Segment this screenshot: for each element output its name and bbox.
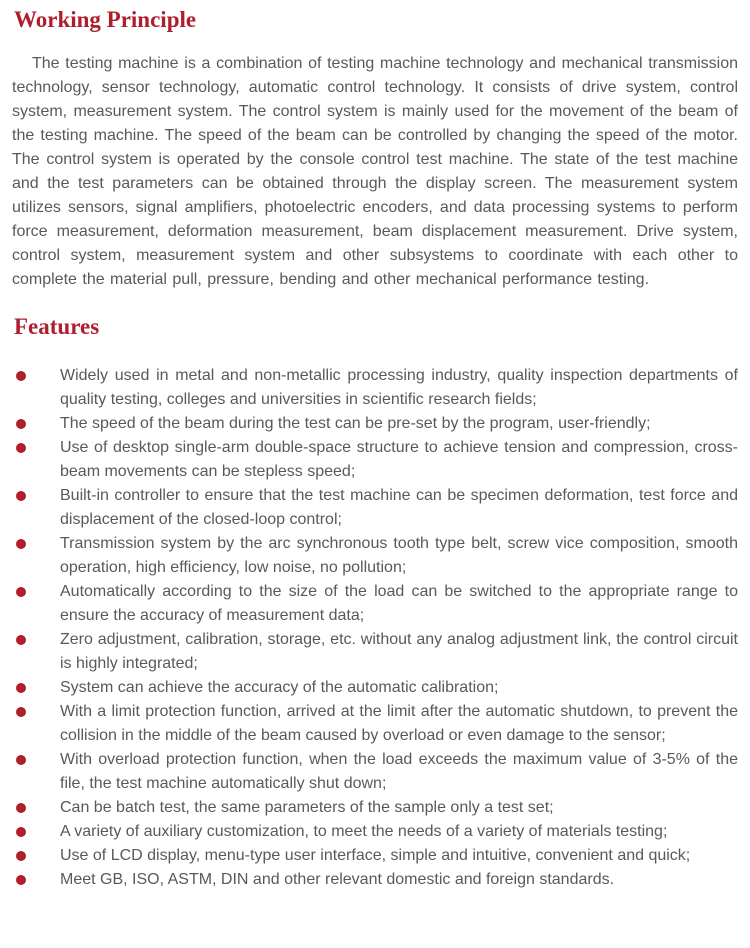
bullet-icon	[16, 539, 26, 549]
bullet-icon	[16, 875, 26, 885]
list-item	[12, 412, 738, 436]
list-item-text: Can be batch test, the same parameters of the sample only a test set;	[60, 799, 554, 816]
bullet-icon	[16, 419, 26, 429]
bullet-icon	[16, 803, 26, 813]
bullet-icon	[16, 707, 26, 717]
list-item	[12, 748, 738, 796]
bullet-icon	[16, 443, 26, 453]
section-heading-working-principle: Working Principle	[14, 7, 197, 32]
list-item-text: Zero adjustment, calibration, storage, etc. without any analog adjustment link, the control circuit is highly integrated;	[60, 631, 738, 672]
list-item-text: Automatically according to the size of the load can be switched to the appropriate range to ensure the accuracy of measurement data;	[60, 583, 738, 624]
list-item	[12, 484, 738, 532]
list-item	[12, 868, 738, 892]
list-item-text: Widely used in metal and non-metallic processing industry, quality inspection departments of quality testing, colleges and universities in scientific research fields;	[60, 367, 738, 408]
bullet-icon	[16, 587, 26, 597]
list-item-text: A variety of auxiliary customization, to meet the needs of a variety of materials testing;	[60, 823, 668, 840]
list-item-text: Meet GB, ISO, ASTM, DIN and other relevant domestic and foreign standards.	[60, 871, 615, 888]
bullet-icon	[16, 635, 26, 645]
list-item-text: Use of desktop single-arm double-space structure to achieve tension and compression, cross-beam movements can be stepless speed;	[60, 439, 738, 480]
list-item-text: The speed of the beam during the test can be pre-set by the program, user-friendly;	[60, 415, 651, 432]
bullet-icon	[16, 683, 26, 693]
list-item-text: Built-in controller to ensure that the test machine can be specimen deformation, test force and displacement of the closed-loop control;	[60, 487, 738, 528]
list-item	[12, 844, 738, 868]
list-item	[12, 700, 738, 748]
list-item	[12, 820, 738, 844]
bullet-icon	[16, 827, 26, 837]
list-item	[12, 532, 738, 580]
list-item	[12, 628, 738, 676]
bullet-icon	[16, 371, 26, 381]
list-item-text: With overload protection function, when the load exceeds the maximum value of 3-5% of the file, the test machine automatically shut down;	[60, 751, 738, 792]
list-item-text: Use of LCD display, menu-type user interface, simple and intuitive, convenient and quick;	[60, 847, 691, 864]
list-item	[12, 796, 738, 820]
working-principle-paragraph: The testing machine is a combination of testing machine technology and mechanical transmission technology, sensor technology, automatic control technology. It consists of drive system, control system, measurement system. The control system is mainly used for the movement of the beam of the testing machine. The speed of the beam can be controlled by changing the speed of the motor. The control system is operated by the console control test machine. The state of the test machine and the test parameters can be obtained through the display screen. The measurement system utilizes sensors, signal amplifiers, photoelectric encoders, and data processing systems to perform force measurement, deformation measurement, beam displacement measurement. Drive system, control system, measurement system and other subsystems to coordinate with each other to complete the material pull, pressure, bending and other mechanical performance testing.	[12, 55, 738, 288]
list-item-text: System can achieve the accuracy of the automatic calibration;	[60, 679, 499, 696]
list-item	[12, 676, 738, 700]
bullet-icon	[16, 755, 26, 765]
list-item-text: Transmission system by the arc synchronous tooth type belt, screw vice composition, smooth operation, high efficiency, low noise, no pollution;	[60, 535, 738, 576]
bullet-icon	[16, 851, 26, 861]
list-item	[12, 580, 738, 628]
section-heading-features: Features	[14, 314, 100, 339]
features-list	[12, 364, 738, 892]
list-item-text: With a limit protection function, arrived at the limit after the automatic shutdown, to prevent the collision in the middle of the beam caused by overload or even damage to the sensor;	[60, 703, 738, 744]
list-item	[12, 364, 738, 412]
bullet-icon	[16, 491, 26, 501]
list-item	[12, 436, 738, 484]
